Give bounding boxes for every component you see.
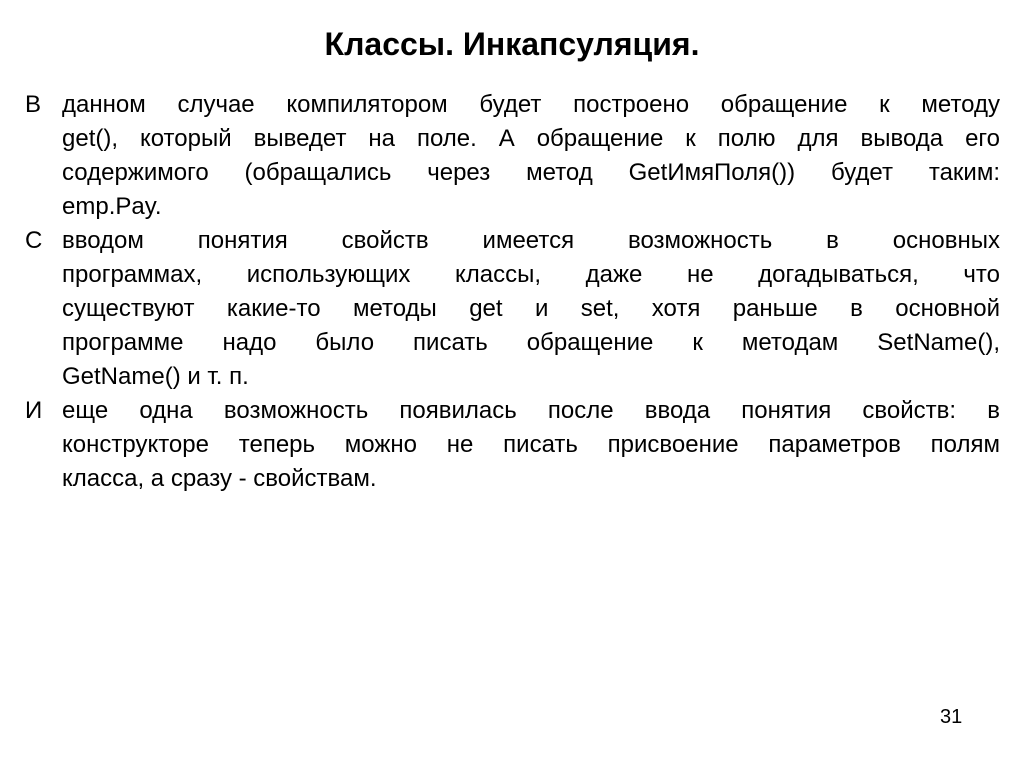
- paragraph-lead-letter: И: [25, 397, 43, 424]
- text-line: содержимого (обращались через метод GetИмяПоля()) будет таким:: [62, 159, 1000, 186]
- slide-title: Классы. Инкапсуляция.: [324, 26, 700, 62]
- text-line: вводом понятия свойств имеется возможность в основных: [62, 227, 1000, 254]
- text-line: класса, а сразу - свойствам.: [62, 465, 377, 492]
- paragraph-lead-letter: С: [25, 227, 43, 254]
- text-line: GetName() и т. п.: [62, 363, 249, 390]
- slide-body: [25, 88, 1000, 496]
- text-line: существуют какие-то методы get и set, хотя раньше в основной: [62, 295, 1000, 322]
- paragraph: [25, 394, 1000, 496]
- text-line: еще одна возможность появилась после ввода понятия свойств: в: [62, 397, 1000, 424]
- text-line: get(), который выведет на поле. А обращение к полю для вывода его: [62, 125, 1000, 152]
- text-line: данном случае компилятором будет построено обращение к методу: [62, 91, 1000, 118]
- text-line: emp.Pay.: [62, 193, 162, 220]
- text-line: программах, использующих классы, даже не догадываться, что: [62, 261, 1000, 288]
- paragraph: [25, 88, 1000, 224]
- page-number: 31: [940, 706, 963, 728]
- paragraph: [25, 224, 1000, 394]
- text-line: конструкторе теперь можно не писать присвоение параметров полям: [62, 431, 1000, 458]
- paragraph-lead-letter: В: [25, 91, 42, 118]
- text-line: программе надо было писать обращение к методам SetName(),: [62, 329, 1000, 356]
